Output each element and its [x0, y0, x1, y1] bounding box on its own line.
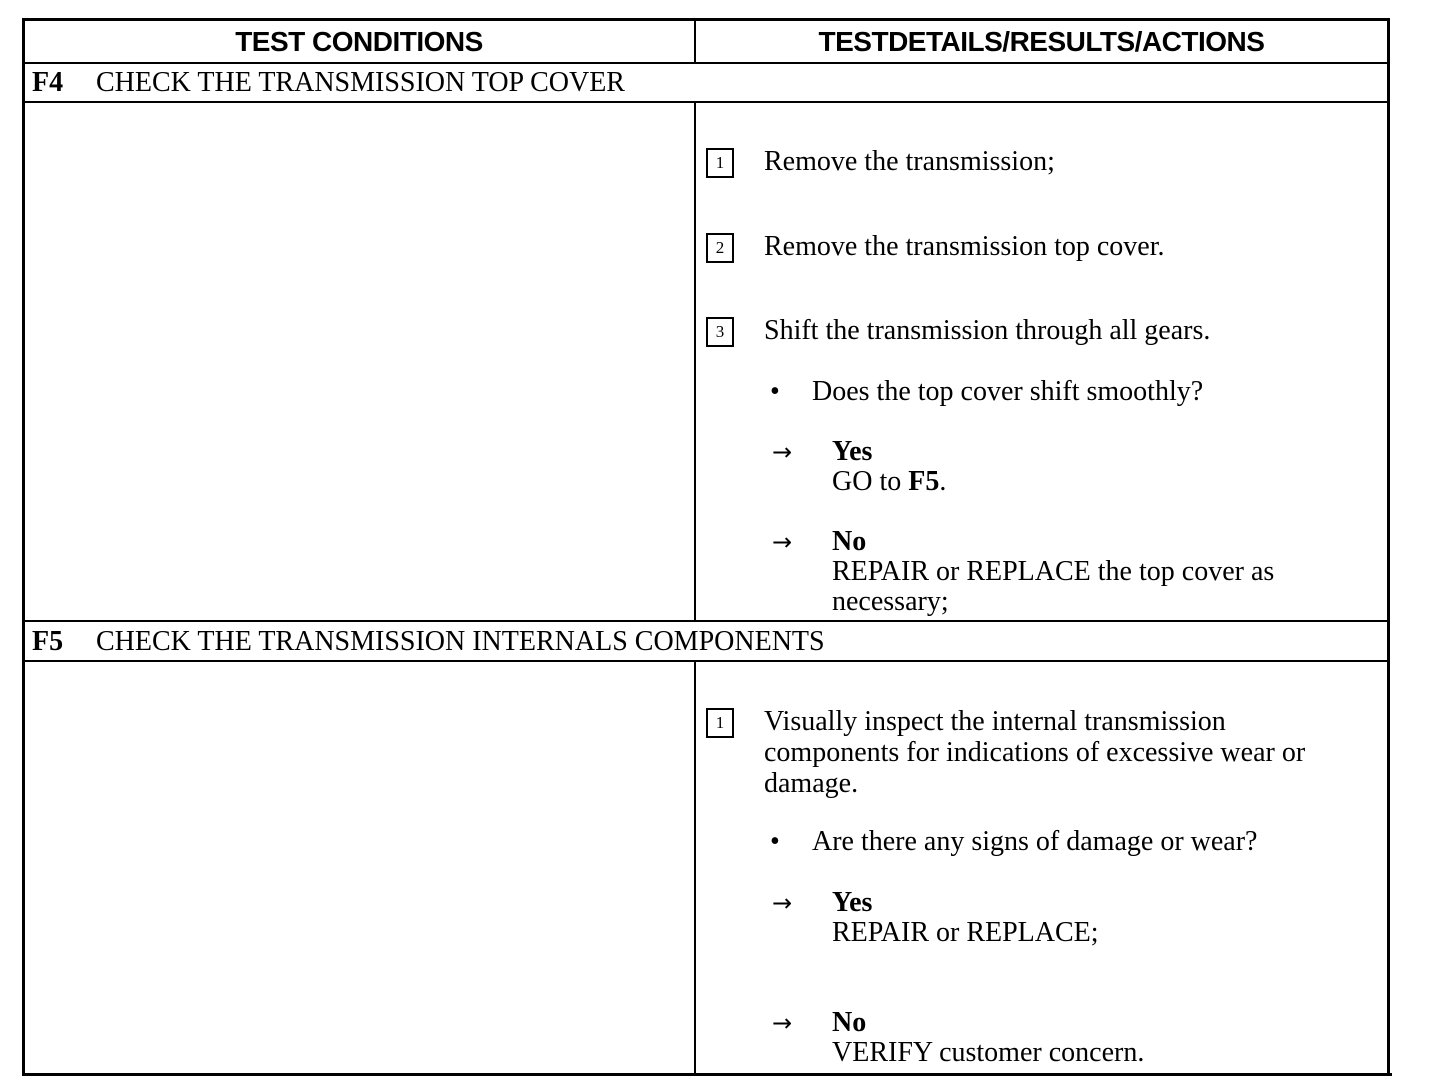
question-text: Are there any signs of damage or wear? [812, 826, 1258, 857]
f4-step-1 [706, 146, 1055, 178]
step-text: Remove the transmission top cover. [764, 231, 1165, 262]
outcome-label: Yes [832, 436, 873, 467]
right-arrow-icon: → [772, 1009, 793, 1037]
outcome-label: Yes [832, 887, 873, 918]
outcome-label: No [832, 1007, 867, 1038]
bullet-icon: • [770, 376, 780, 407]
right-arrow-icon: → [772, 438, 793, 466]
table-border-right [1387, 18, 1390, 1076]
header-test-details: TESTDETAILS/RESULTS/ACTIONS [818, 26, 1265, 57]
f5-section-text: CHECK THE TRANSMISSION INTERNALS COMPONENTS [96, 626, 825, 657]
f5-question [770, 826, 1257, 857]
f4-section-id: F4 [32, 67, 64, 98]
outcome-action-cont: necessary; [832, 586, 949, 617]
outcome-label: No [832, 526, 867, 557]
step-text-line2: components for indications of excessive wear or [764, 737, 1306, 768]
f4-question [770, 376, 1203, 407]
step-text-line3: damage. [764, 768, 859, 799]
step-number-box: 2 [706, 233, 734, 263]
bullet-icon: • [770, 826, 780, 857]
table-border-bottom [22, 1073, 1392, 1076]
table-border-left [22, 18, 25, 1076]
step-number-box: 1 [706, 148, 734, 178]
step-text-line1: Visually inspect the internal transmission [764, 706, 1226, 737]
outcome-action: REPAIR or REPLACE the top cover as [832, 556, 1275, 587]
step-number-box: 1 [706, 708, 734, 738]
f5-step-1 [706, 706, 1306, 799]
f5-top-divider [22, 620, 1390, 622]
right-arrow-icon: → [772, 528, 793, 556]
table-border-top [22, 18, 1390, 21]
f4-section-text: CHECK THE TRANSMISSION TOP COVER [96, 67, 625, 98]
outcome-action: REPAIR or REPLACE; [832, 917, 1099, 948]
header-test-conditions: TEST CONDITIONS [235, 26, 483, 57]
column-divider-f5 [694, 660, 696, 1076]
right-arrow-icon: → [772, 889, 793, 917]
question-text: Does the top cover shift smoothly? [812, 376, 1204, 407]
f5-section-id: F5 [32, 626, 64, 657]
f4-step-3 [706, 315, 1211, 347]
outcome-target: F5 [908, 466, 940, 497]
step-number-box: 3 [706, 317, 734, 347]
step-text: Remove the transmission; [764, 146, 1055, 177]
f5-section-title [32, 623, 825, 661]
f4-step-2 [706, 231, 1165, 263]
f4-section-title [32, 64, 625, 102]
step-text: Shift the transmission through all gears. [764, 315, 1211, 346]
column-divider-f4 [694, 101, 696, 622]
outcome-action: VERIFY customer concern. [832, 1037, 1145, 1068]
outcome-action: GO to F5. [832, 466, 947, 497]
